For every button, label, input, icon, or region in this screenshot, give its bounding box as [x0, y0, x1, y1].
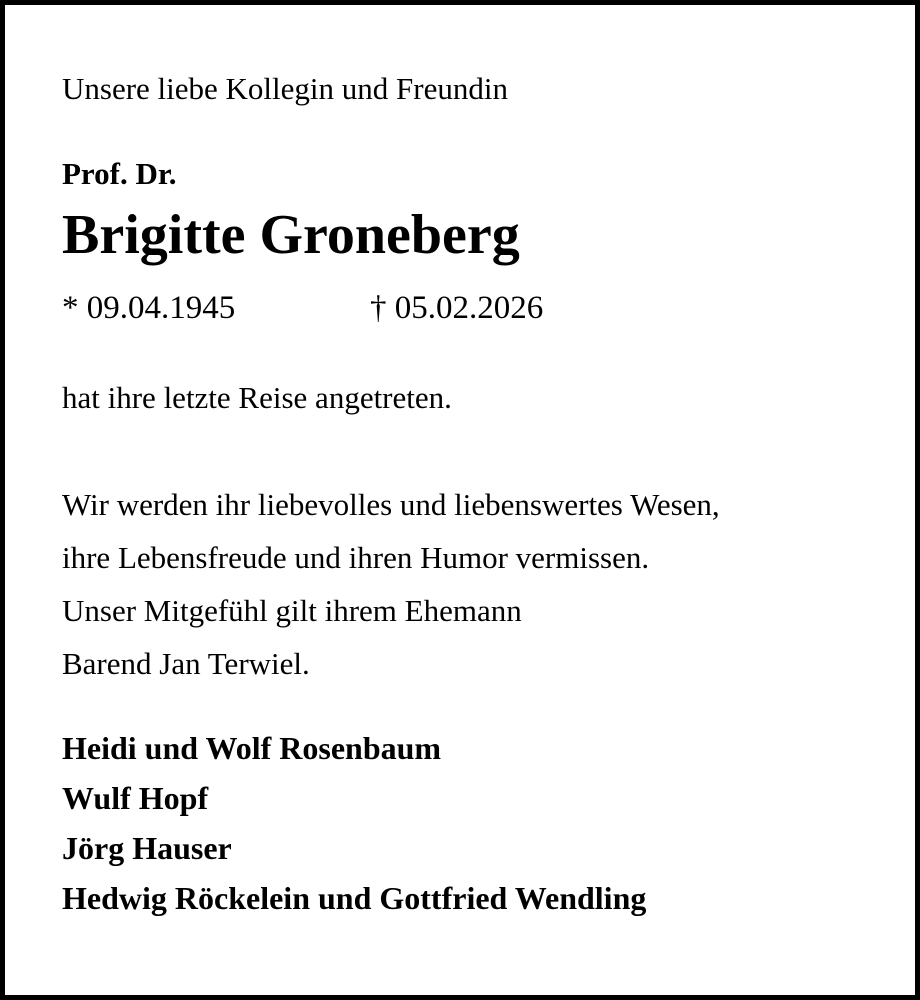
- condolence-line: Wir werden ihr liebevolles und liebenswertes Wesen,: [62, 487, 720, 522]
- birth-date: * 09.04.1945: [62, 290, 236, 326]
- death-date: † 05.02.2026: [370, 290, 544, 326]
- signer: Jörg Hauser: [62, 830, 232, 866]
- condolence-line: Unser Mitgefühl gilt ihrem Ehemann: [62, 593, 522, 628]
- announcement-line: hat ihre letzte Reise angetreten.: [62, 380, 452, 415]
- signers-list: [62, 723, 646, 923]
- signer: Wulf Hopf: [62, 780, 209, 816]
- deceased-name: Brigitte Groneberg: [62, 204, 520, 266]
- condolence-paragraph: [62, 478, 720, 690]
- intro-text: Unsere liebe Kollegin und Freundin: [62, 71, 508, 106]
- condolence-line: Barend Jan Terwiel.: [62, 646, 310, 681]
- condolence-line: ihre Lebensfreude und ihren Humor vermissen.: [62, 540, 650, 575]
- signer: Hedwig Röckelein und Gottfried Wendling: [62, 880, 647, 916]
- signer: Heidi und Wolf Rosenbaum: [62, 730, 442, 766]
- academic-title: Prof. Dr.: [62, 156, 177, 191]
